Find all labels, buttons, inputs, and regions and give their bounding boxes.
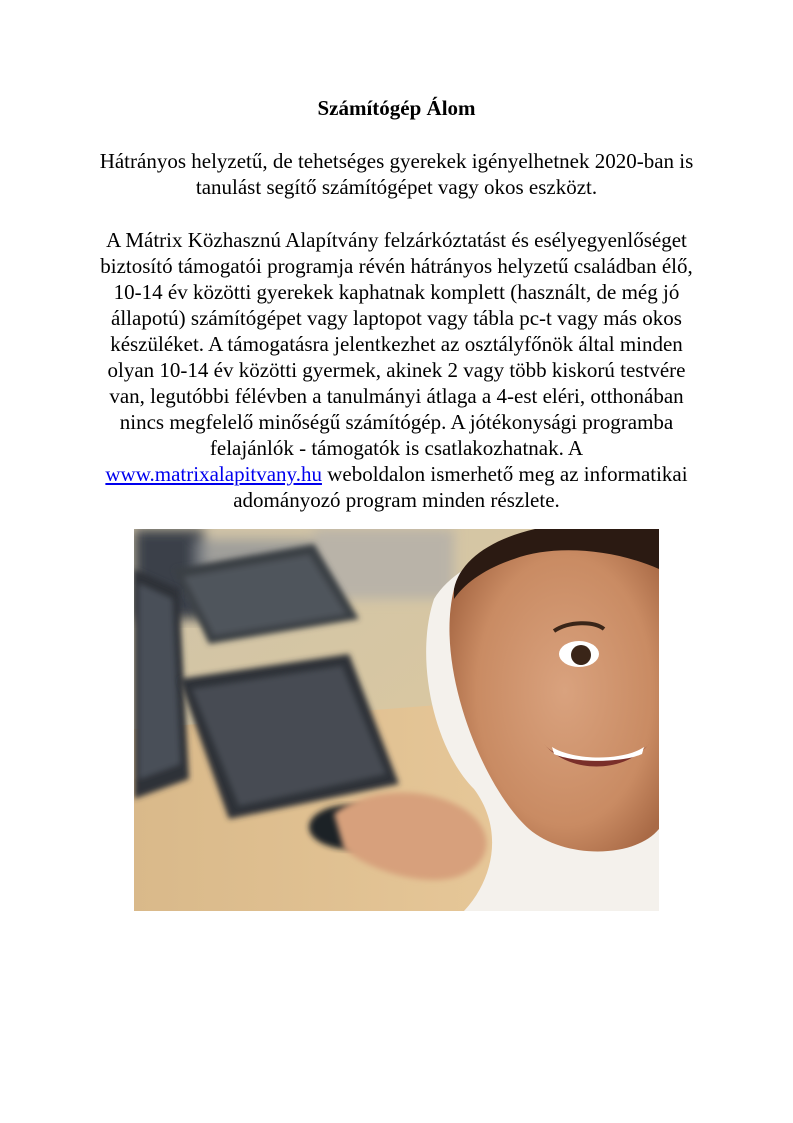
- lead-paragraph: [90, 148, 703, 200]
- document-title: Számítógép Álom: [317, 96, 476, 120]
- lead-line-1: Hátrányos helyzetű, de tehetséges gyerekek igényelhetnek 2020-ban is: [99, 149, 694, 173]
- child-pupil: [571, 645, 591, 665]
- body-paragraph: [90, 227, 703, 513]
- foundation-website-link[interactable]: www.matrixalapitvany.hu: [105, 462, 322, 486]
- photo-illustration: [134, 529, 659, 911]
- lead-line-2: tanulást segítő számítógépet vagy okos eszközt.: [195, 175, 598, 199]
- body-text-after-link: weboldalon ismerhető meg az informatikai adományozó program minden részlete.: [233, 462, 688, 512]
- body-text-before-link: A Mátrix Közhasznú Alapítvány felzárkóztatást és esélyegyenlőséget biztosító támogatói programja révén hátrányos helyzetű családban élő, 10-14 év közötti gyerekek kaphatnak komplett (használt, de még jó állapotú) számítógépet vagy laptopot vagy tábla pc-t vagy más okos készüléket. A támogatásra jelentkezhet az osztályfőnök által minden olyan 10-14 év közötti gyermek, akinek 2 vagy több kiskorú testvére van, legutóbbi félévben a tanulmányi átlaga a 4-est eléri, otthonában nincs megfelelő minőségű számítógép. A jótékonysági programba felajánlók - támogatók is csatlakozhatnak. A: [100, 228, 693, 460]
- child-at-computer-photo: [134, 529, 659, 911]
